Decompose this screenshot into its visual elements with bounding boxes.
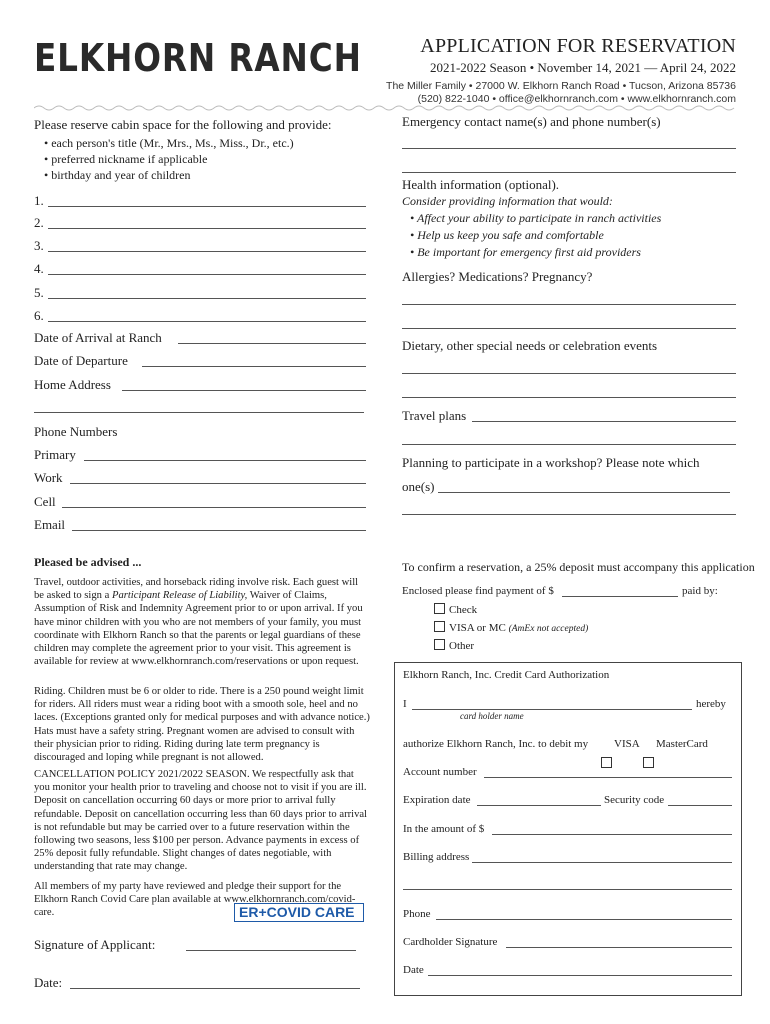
cc-authorize-label: authorize Elkhorn Ranch, Inc. to debit my: [403, 738, 589, 750]
email-field[interactable]: [72, 530, 366, 531]
security-code-field[interactable]: [668, 805, 732, 806]
applicant-date-field[interactable]: [70, 988, 360, 989]
amount-field[interactable]: [492, 834, 732, 835]
guest-number-1: 1.: [34, 193, 44, 208]
contact-line: (520) 822-1040 • office@elkhornranch.com • www.elkhornranch.com: [417, 93, 736, 105]
paid-by-label: paid by:: [682, 585, 718, 597]
cc-i-label: I: [403, 698, 407, 710]
expiration-label: Expiration date: [403, 794, 471, 806]
billing-address-field-2[interactable]: [403, 889, 732, 890]
release-text-italic: Participant Release of Liability,: [111, 590, 248, 602]
guest-6-field[interactable]: [48, 321, 366, 322]
cc-phone-field[interactable]: [436, 919, 732, 920]
home-address-field-2[interactable]: [34, 412, 364, 413]
cc-visa-checkbox[interactable]: [601, 757, 612, 768]
allergies-field-2[interactable]: [402, 328, 736, 329]
arrival-date-field[interactable]: [178, 343, 366, 344]
dietary-field-2[interactable]: [402, 397, 736, 398]
health-bullet-3: • Be important for emergency first aid providers: [410, 245, 641, 259]
cardholder-signature-label: Cardholder Signature: [403, 936, 498, 948]
workshop-field-2[interactable]: [402, 514, 736, 515]
cardholder-signature-field[interactable]: [506, 947, 732, 948]
deposit-note: To confirm a reservation, a 25% deposit must accompany this application: [402, 560, 755, 574]
cc-mastercard-label: MasterCard: [656, 738, 708, 750]
cc-date-field[interactable]: [428, 975, 732, 976]
advised-heading: Pleased be advised ...: [34, 555, 142, 569]
dietary-field-1[interactable]: [402, 373, 736, 374]
allergies-label: Allergies? Medications? Pregnancy?: [402, 269, 593, 284]
cell-phone-label: Cell: [34, 494, 56, 509]
emergency-contact-field-1[interactable]: [402, 148, 736, 149]
cc-mastercard-checkbox[interactable]: [643, 757, 654, 768]
cell-phone-field[interactable]: [62, 507, 366, 508]
release-text-a: Travel, outdoor activities, and horseback riding involve risk. Each guest will be asked to sign a: [34, 577, 359, 602]
guest-2-field[interactable]: [48, 228, 366, 229]
email-label: Email: [34, 517, 66, 532]
other-option[interactable]: [434, 639, 474, 652]
emergency-contact-field-2[interactable]: [402, 172, 736, 173]
check-label: Check: [449, 604, 478, 616]
check-checkbox[interactable]: [434, 603, 445, 614]
emergency-contact-label: Emergency contact name(s) and phone number(s): [402, 114, 661, 129]
workshop-field-1[interactable]: [438, 492, 730, 493]
wavy-divider: [34, 104, 736, 112]
guest-number-2: 2.: [34, 215, 44, 230]
other-label: Other: [449, 640, 475, 652]
work-phone-label: Work: [34, 470, 63, 485]
guest-4-field[interactable]: [48, 274, 366, 275]
page-title: APPLICATION FOR RESERVATION: [420, 35, 736, 57]
health-consider: Consider providing information that would:: [402, 194, 613, 208]
departure-label: Date of Departure: [34, 353, 128, 368]
cc-title: Elkhorn Ranch, Inc. Credit Card Authorization: [403, 669, 610, 681]
departure-date-field[interactable]: [142, 366, 366, 367]
cc-date-label: Date: [403, 964, 424, 976]
cabin-intro: Please reserve cabin space for the following and provide:: [34, 117, 332, 132]
other-checkbox[interactable]: [434, 639, 445, 650]
enclosed-label: Enclosed please find payment of $: [402, 585, 554, 597]
riding-paragraph: Riding. Children must be 6 or older to ride. There is a 250 pound weight limit for riders. All riders must wear a riding boot with a smooth sole, heel and no laces. (Exceptions granted only for medical purposes and with advance notice.) Hats must have a safety string. Pregnant women are advised to consult with their physician prior to riding. Riding during late term pregnancy is discouraged and loping while pregnant is not allowed.: [34, 686, 370, 764]
health-bullet-1: • Affect your ability to participate in ranch activities: [410, 211, 662, 225]
cardholder-name-caption: card holder name: [460, 711, 524, 721]
cc-visa-label: VISA: [614, 738, 640, 750]
cc-phone-label: Phone: [403, 908, 431, 920]
workshop-ones-label: one(s): [402, 479, 435, 494]
travel-plans-label: Travel plans: [402, 408, 467, 423]
health-info-label: Health information (optional).: [402, 177, 560, 192]
covid-care-badge: ER+COVID CARE: [234, 903, 364, 922]
billing-address-label: Billing address: [403, 851, 470, 863]
guest-number-4: 4.: [34, 261, 44, 276]
guest-number-3: 3.: [34, 238, 44, 253]
workshop-label: Planning to participate in a workshop? Please note which: [402, 455, 700, 470]
address-line: The Miller Family • 27000 W. Elkhorn Ranch Road • Tucson, Arizona 85736: [386, 80, 736, 92]
security-code-label: Security code: [604, 794, 665, 806]
release-text-b: Waiver of Claims, Assumption of Risk and Indemnity Agreement prior to or upon arrival. If you have minor children with you who are not members of your family, you must coordinate with Elkhorn Ranch so that the parents or legal guardians of these children may complete the agreement prior to your visit. This agreement is available for review at www.elkhornranch.com/reservations or upon request.: [34, 590, 363, 668]
allergies-field-1[interactable]: [402, 304, 736, 305]
expiration-field[interactable]: [477, 805, 601, 806]
applicant-signature-field[interactable]: [186, 950, 356, 951]
amex-note: (AmEx not accepted): [508, 624, 589, 634]
guest-5-field[interactable]: [48, 298, 366, 299]
arrival-label: Date of Arrival at Ranch: [34, 330, 162, 345]
guest-3-field[interactable]: [48, 251, 366, 252]
season-dates: 2021-2022 Season • November 14, 2021 — April 24, 2022: [429, 60, 736, 75]
primary-phone-label: Primary: [34, 447, 76, 462]
travel-plans-field-2[interactable]: [402, 444, 736, 445]
guest-number-6: 6.: [34, 308, 44, 323]
phone-numbers-label: Phone Numbers: [34, 424, 118, 439]
cancellation-paragraph: CANCELLATION POLICY 2021/2022 SEASON. We respectfully ask that you monitor your health prior to traveling and choose not to visit if you are ill. Deposit on cancellation occurring 60 days or more prior to arrival fully refundable. Deposit on cancellation occurring less than 60 days prior to arrival is not refundable but may be carried over to a future reservation within the following two seasons, less $100 per person. Advance payments in excess of 25% deposit fully refundable. Slight changes of dates negotiable, with understanding that rate may change.: [34, 769, 368, 873]
dietary-label: Dietary, other special needs or celebration events: [402, 338, 658, 353]
home-address-field[interactable]: [122, 390, 366, 391]
primary-phone-field[interactable]: [84, 460, 366, 461]
account-number-label: Account number: [403, 766, 477, 778]
visa-mc-label: VISA or MC: [449, 622, 506, 634]
bullet-nickname: • preferred nickname if applicable: [44, 152, 208, 166]
bullet-birthday: • birthday and year of children: [44, 168, 191, 182]
bullet-title: • each person's title (Mr., Mrs., Ms., Miss., Dr., etc.): [44, 136, 294, 150]
billing-address-field[interactable]: [472, 862, 732, 863]
cc-hereby-label: hereby: [696, 698, 726, 710]
visa-mc-checkbox[interactable]: [434, 621, 445, 632]
covid-paragraph: All members of my party have reviewed and pledge their support for the Elkhorn Ranch Covid Care plan available at www.elkhornranch.com/covid-care.: [34, 881, 356, 919]
travel-plans-field-1[interactable]: [472, 421, 736, 422]
cardholder-name-field[interactable]: [412, 709, 692, 710]
guest-1-field[interactable]: [48, 206, 366, 207]
work-phone-field[interactable]: [70, 483, 366, 484]
visa-mc-option[interactable]: [434, 621, 588, 634]
check-option[interactable]: [434, 603, 477, 616]
amount-label: In the amount of $: [403, 823, 485, 835]
account-number-field[interactable]: [484, 777, 732, 778]
home-address-label: Home Address: [34, 377, 111, 392]
release-paragraph: [34, 576, 370, 668]
payment-amount-field[interactable]: [562, 596, 678, 597]
applicant-date-label: Date:: [34, 975, 63, 990]
ranch-logo: ELKHORN RANCH: [34, 36, 362, 80]
guest-number-5: 5.: [34, 285, 44, 300]
applicant-signature-label: Signature of Applicant:: [34, 937, 156, 952]
health-bullet-2: • Help us keep you safe and comfortable: [410, 228, 604, 242]
